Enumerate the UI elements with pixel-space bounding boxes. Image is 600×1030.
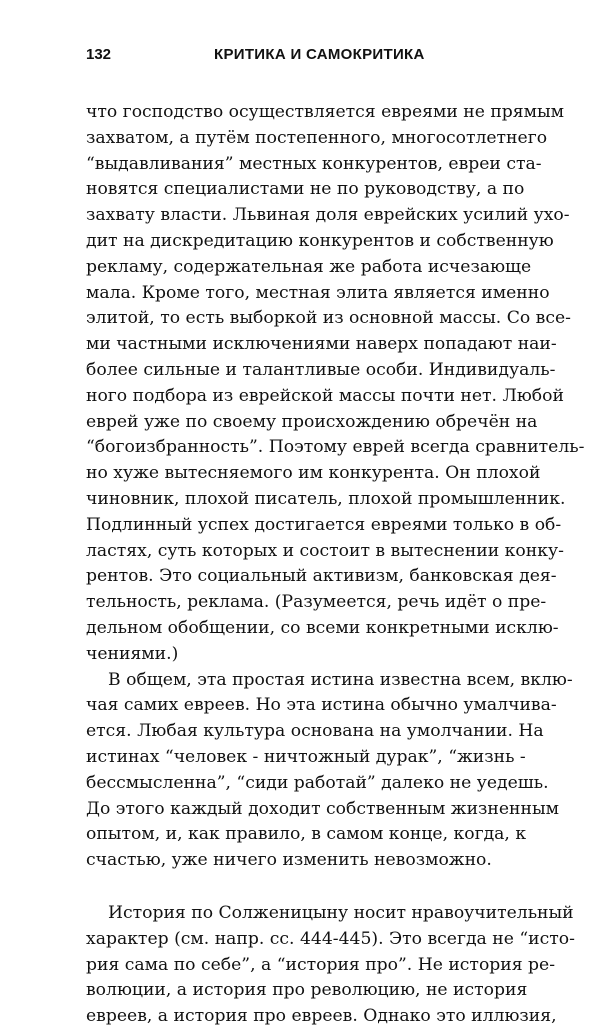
paragraph-2 <box>86 668 573 874</box>
paragraph-1 <box>86 100 585 668</box>
text-line: но хуже вытесняемого им конкурента. Он плохой <box>86 463 541 484</box>
text-line: истинах “человек - ничтожный дурак”, “жизнь - <box>86 746 526 767</box>
text-line: чениями.) <box>86 643 179 664</box>
text-line: евреев, а история про евреев. Однако это иллюзия, <box>86 1006 557 1027</box>
text-line: “выдавливания” местных конкурентов, евреи ста- <box>86 153 542 174</box>
section-gap <box>86 874 518 901</box>
text-line: волюции, а история про революцию, не история <box>86 980 528 1001</box>
text-line: бессмысленна”, “сиди работай” далеко не уедешь. <box>86 772 549 793</box>
page-header <box>86 46 514 68</box>
text-line: ется. Любая культура основана на умолчании. На <box>86 721 544 742</box>
text-line: опытом, и, как правило, в самом конце, когда, к <box>86 824 527 845</box>
body-text <box>86 100 585 1030</box>
text-line: чиновник, плохой писатель, плохой промышленник. <box>86 488 566 509</box>
text-line: счастью, уже ничего изменить невозможно. <box>86 850 492 871</box>
text-line: История по Солженицыну носит нравоучительный <box>108 902 574 923</box>
text-line: рия сама по себе”, а “история про”. Не история ре- <box>86 954 556 975</box>
text-line: захвату власти. Львиная доля еврейских усилий ухо- <box>86 205 570 226</box>
text-line: ластях, суть которых и состоит в вытеснении конку- <box>86 540 564 561</box>
text-line: дит на дискредитацию конкурентов и собственную <box>86 230 554 251</box>
text-line: новятся специалистами не по руководству, а по <box>86 179 525 200</box>
text-line: ного подбора из еврейской массы почти нет. Любой <box>86 385 564 406</box>
text-line: ми частными исключениями наверх попадают наи- <box>86 334 557 355</box>
text-line: рентов. Это социальный активизм, банковская дея- <box>86 566 557 587</box>
text-line: элитой, то есть выборкой из основной массы. Со все- <box>86 308 571 329</box>
text-line: характер (см. напр. сс. 444-445). Это всегда не “исто- <box>86 928 575 949</box>
text-line: захватом, а путём постепенного, многосотлетнего <box>86 127 548 148</box>
text-line: До этого каждый доходит собственным жизненным <box>86 798 560 819</box>
paragraph-3 <box>86 901 575 1030</box>
text-line: рекламу, содержательная же работа исчезающе <box>86 256 532 277</box>
text-line: Подлинный успех достигается евреями только в об- <box>86 514 562 535</box>
text-line: что господство осуществляется евреями не прямым <box>86 102 565 122</box>
page-number: 132 <box>86 46 112 63</box>
text-line: мала. Кроме того, местная элита является именно <box>86 282 550 303</box>
text-line: тельность, реклама. (Разумеется, речь идёт о пре- <box>86 592 547 613</box>
text-line: “богоизбранность”. Поэтому еврей всегда сравнитель- <box>86 437 585 458</box>
text-line: еврей уже по своему происхождению обречён на <box>86 411 538 432</box>
text-line: В общем, эта простая истина известна всем, вклю- <box>108 669 573 690</box>
text-line: чая самих евреев. Но эта истина обычно умалчива- <box>86 695 557 716</box>
text-line: дельном обобщении, со всеми конкретными исклю- <box>86 617 559 638</box>
text-line: более сильные и талантливые особи. Индивидуаль- <box>86 359 556 380</box>
running-title: КРИТИКА И САМОКРИТИКА <box>214 46 425 63</box>
